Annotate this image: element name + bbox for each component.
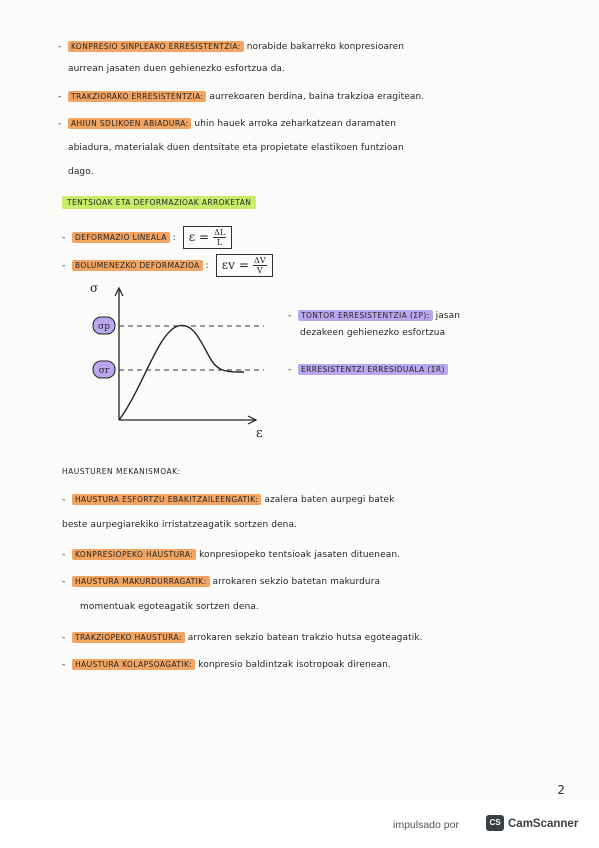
note-text: jasan: [435, 311, 461, 321]
residual-label: σr: [98, 366, 110, 376]
definition-text: norabide bakarreko konpresioaren: [246, 42, 405, 52]
term-compression-strength: KONPRESIO SINPLEAKO ERRESISTENTZIA:: [68, 41, 244, 52]
stress-strain-curve: [119, 325, 244, 420]
definition-text: uhin hauek arroka zeharkatzean daramaten: [194, 119, 397, 129]
term-volumetric-deformation: BOLUMENEZKO DEFORMAZIOA: [72, 260, 203, 271]
numerator: ΔV: [253, 256, 266, 265]
mechanism-traction: - TRAKZIOPEKO HAUSTURA: arrokaren sekzio batean trakzio hutsa egoteagatik.: [62, 633, 423, 643]
term-bending-failure: HAUSTURA MAKURDURRAGATIK:: [72, 576, 210, 587]
mechanism-text: arrokaren sekzio batean trakzio hutsa egoteagatik.: [187, 633, 423, 643]
note-continuation: dezakeen gehienezko esfortzua: [300, 328, 446, 338]
note-residual-strength: - ERRESISTENTZI ERRESIDUALA (ΣR): [288, 363, 448, 377]
camscanner-brand: CamScanner: [508, 818, 579, 830]
powered-by-text: impulsado por: [393, 819, 459, 831]
fraction: [253, 256, 267, 275]
definition-wave-velocity: - AHIUN SDLIKOEN ABIADURA: uhin hauek arroka zeharkatzean daramaten: [58, 119, 397, 129]
mechanism-bending: - HAUSTURA MAKURDURRAGATIK: arrokaren sekzio batetan makurdura: [62, 577, 381, 587]
term-wave-velocity: AHIUN SDLIKOEN ABIADURA:: [68, 118, 191, 129]
numerator: ΔL: [214, 228, 226, 237]
deformation-linear: - DEFORMAZIO LINEALA : ε = $\frac{\Delta L}{L}$: [62, 226, 232, 249]
definition-continuation: abiadura, materialak duen dentsitate eta propietate elastikoen funtzioan: [68, 143, 404, 153]
term-shear-failure: HAUSTURA ESFORTZU EBAKITZAILEENGATIK:: [72, 494, 261, 505]
mechanism-continuation: beste aurpegiarekiko irristatzeagatik sortzen dena.: [62, 520, 298, 530]
term-peak-strength: TONTOR ERRESISTENTZIA (ΣP):: [298, 310, 433, 321]
section-title: [62, 196, 256, 210]
deformation-volumetric: - BOLUMENEZKO DEFORMAZIOA : εv = $\frac{\Delta V}{V}$: [62, 254, 273, 277]
mechanisms-title: HAUSTUREN MEKANISMOAK:: [62, 467, 181, 476]
formula-linear: [183, 226, 233, 249]
camscanner-logo-icon: CS: [486, 815, 504, 831]
mechanism-continuation: momentuak egoteagatik sortzen dena.: [80, 602, 259, 612]
formula-volumetric: [216, 254, 273, 277]
definition-compression: - KONPRESIO SINPLEAKO ERRESISTENTZIA: norabide bakarreko konpresioaren: [58, 42, 405, 52]
term-compression-failure: KONPRESIOPEKO HAUSTURA:: [72, 549, 196, 560]
mechanism-collapse: - HAUSTURA KOLAPSOAGATIK: konpresio baldintzak isotropoak direnean.: [62, 660, 391, 670]
mechanism-text: azalera baten aurpegi batek: [264, 495, 395, 505]
mechanism-shear: - HAUSTURA ESFORTZU EBAKITZAILEENGATIK: azalera baten aurpegi batek: [62, 495, 395, 505]
mechanism-compression: - KONPRESIOPEKO HAUSTURA: konpresiopeko tentsioak jasaten dituenean.: [62, 550, 401, 560]
y-axis-label: σ: [90, 281, 99, 295]
term-traction-failure: TRAKZIOPEKO HAUSTURA:: [72, 632, 185, 643]
definition-continuation: dago.: [68, 167, 94, 177]
term-collapse-failure: HAUSTURA KOLAPSOAGATIK:: [72, 659, 195, 670]
term-residual-strength: ERRESISTENTZI ERRESIDUALA (ΣR): [298, 364, 448, 375]
mechanism-text: konpresio baldintzak isotropoak direnean.: [198, 660, 391, 670]
definition-text: aurrekoaren berdina, baina trakzioa eragitean.: [209, 92, 425, 102]
denominator: L: [217, 238, 223, 247]
term-linear-deformation: DEFORMAZIO LINEALA: [72, 232, 170, 243]
formula-lhs: ε =: [188, 230, 210, 244]
residual-label-badge: [93, 361, 115, 378]
note-peak-strength: - TONTOR ERRESISTENTZIA (ΣP): jasan: [288, 311, 461, 321]
denominator: V: [256, 266, 263, 275]
definition-continuation: aurrean jasaten duen gehienezko esfortzua da.: [68, 64, 285, 74]
mechanism-text: arrokaren sekzio batetan makurdura: [212, 577, 381, 587]
fraction: [213, 228, 226, 247]
mechanism-text: konpresiopeko tentsioak jasaten dituenean.: [199, 550, 401, 560]
section-title-text: TENTSIOAK ETA DEFORMAZIOAK ARROKETAN: [62, 196, 256, 209]
formula-lhs: εv =: [221, 258, 250, 272]
x-axis-label: ε: [256, 426, 263, 440]
peak-label: σp: [98, 322, 110, 332]
page-number: 2: [557, 783, 565, 797]
stress-strain-graph: [88, 280, 278, 440]
peak-label-badge: [93, 317, 115, 334]
definition-traction: - TRAKZIORAKO ERRESISTENTZIA: aurrekoaren berdina, baina trakzioa eragitean.: [58, 92, 425, 102]
term-traction-strength: TRAKZIORAKO ERRESISTENTZIA:: [68, 91, 206, 102]
